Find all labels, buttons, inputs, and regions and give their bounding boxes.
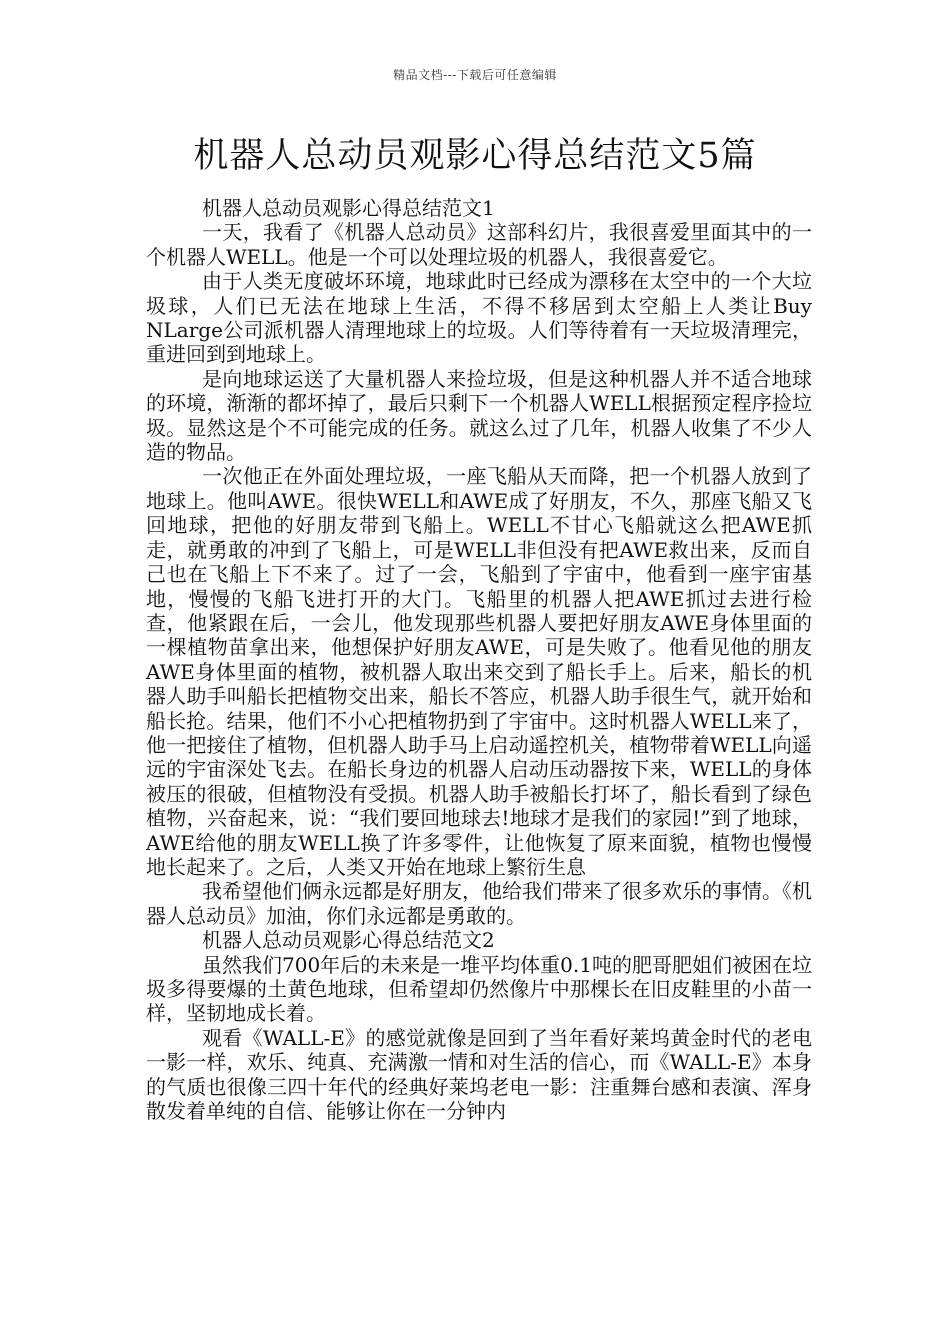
section-heading-1: 机器人总动员观影心得总结范文1: [202, 196, 495, 220]
body-paragraph: 观看《WALL-E》的感觉就像是回到了当年看好莱坞黄金时代的老电一影一样，欢乐、纯真、充满激一情和对生活的信心，而《WALL-E》本身的气质也很像三四十年代的经典好莱坞老电一影：注重舞台感和表演、浑身散发着单纯的自信、能够让你在一分钟内: [146, 1025, 812, 1124]
body-paragraph: 一天，我看了《机器人总动员》这部科幻片，我很喜爱里面其中的一个机器人WELL。他是一个可以处理垃圾的机器人，我很喜爱它。: [146, 220, 812, 269]
document-title: 机器人总动员观影心得总结范文5篇: [193, 136, 757, 176]
section-heading-2: 机器人总动员观影心得总结范文2: [202, 928, 495, 953]
body-paragraph: 由于人类无度破坏环境，地球此时已经成为漂移在太空中的一个大垃圾球，人们已无法在地球上生活，不得不移居到太空船上人类让Buy NLarge公司派机器人清理地球上的垃圾。人们等待着有一天垃圾清理完，重进回到到地球上。: [146, 269, 812, 367]
body-paragraph: 一次他正在外面处理垃圾，一座飞船从天而降，把一个机器人放到了地球上。他叫AWE。很快WELL和AWE成了好朋友，不久，那座飞船又飞回地球，把他的好朋友带到飞船上。WELL不甘心飞船就这么把AWE抓走，就勇敢的冲到了飞船上，可是WELL非但没有把AWE救出来，反而自己也在飞船上下不来了。过了一会，飞船到了宇宙中，他看到一座宇宙基地，慢慢的飞船飞进打开的大门。飞船里的机器人把AWE抓过去进行检查，他紧跟在后，一会儿，他发现那些机器人要把好朋友AWE身体里面的一棵植物苗拿出来，他想保护好朋友AWE，可是失败了。他看见他的朋友AWE身体里面的植物，被机器人取出来交到了船长手上。后来，船长的机器人助手叫船长把植物交出来，船长不答应，机器人助手很生气，就开始和船长抢。结果，他们不小心把植物扔到了宇宙中。这时机器人WELL来了，他一把接住了植物，但机器人助手马上启动遥控机关，植物带着WELL向遥远的宇宙深处飞去。在船长身边的机器人启动压动器按下来，WELL的身体被压的很破，但植物没有受损。机器人助手被船长打坏了，船长看到了绿色植物，兴奋起来，说：“我们要回地球去!地球才是我们的家园!”到了地球，AWE给他的朋友WELL换了许多零件，让他恢复了原来面貌，植物也慢慢地长起来了。之后，人类又开始在地球上繁衍生息: [146, 464, 812, 879]
header-note: 精品文档---下载后可任意编辑: [393, 68, 557, 82]
body-paragraph: 是向地球运送了大量机器人来捡垃圾，但是这种机器人并不适合地球的环境，渐渐的都坏掉了，最后只剩下一个机器人WELL根据预定程序捡垃圾。显然这是个不可能完成的任务。就这么过了几年，机器人收集了不少人造的物品。: [146, 366, 812, 465]
body-paragraph: 虽然我们700年后的未来是一堆平均体重0.1吨的肥哥肥姐们被困在垃圾多得要爆的土黄色地球，但希望却仍然像片中那棵长在旧皮鞋里的小苗一样，坚韧地成长着。: [146, 952, 812, 1026]
body-paragraph: 我希望他们俩永远都是好朋友，他给我们带来了很多欢乐的事情。《机器人总动员》加油，你们永远都是勇敢的。: [146, 879, 812, 928]
document-body: [146, 196, 812, 1123]
